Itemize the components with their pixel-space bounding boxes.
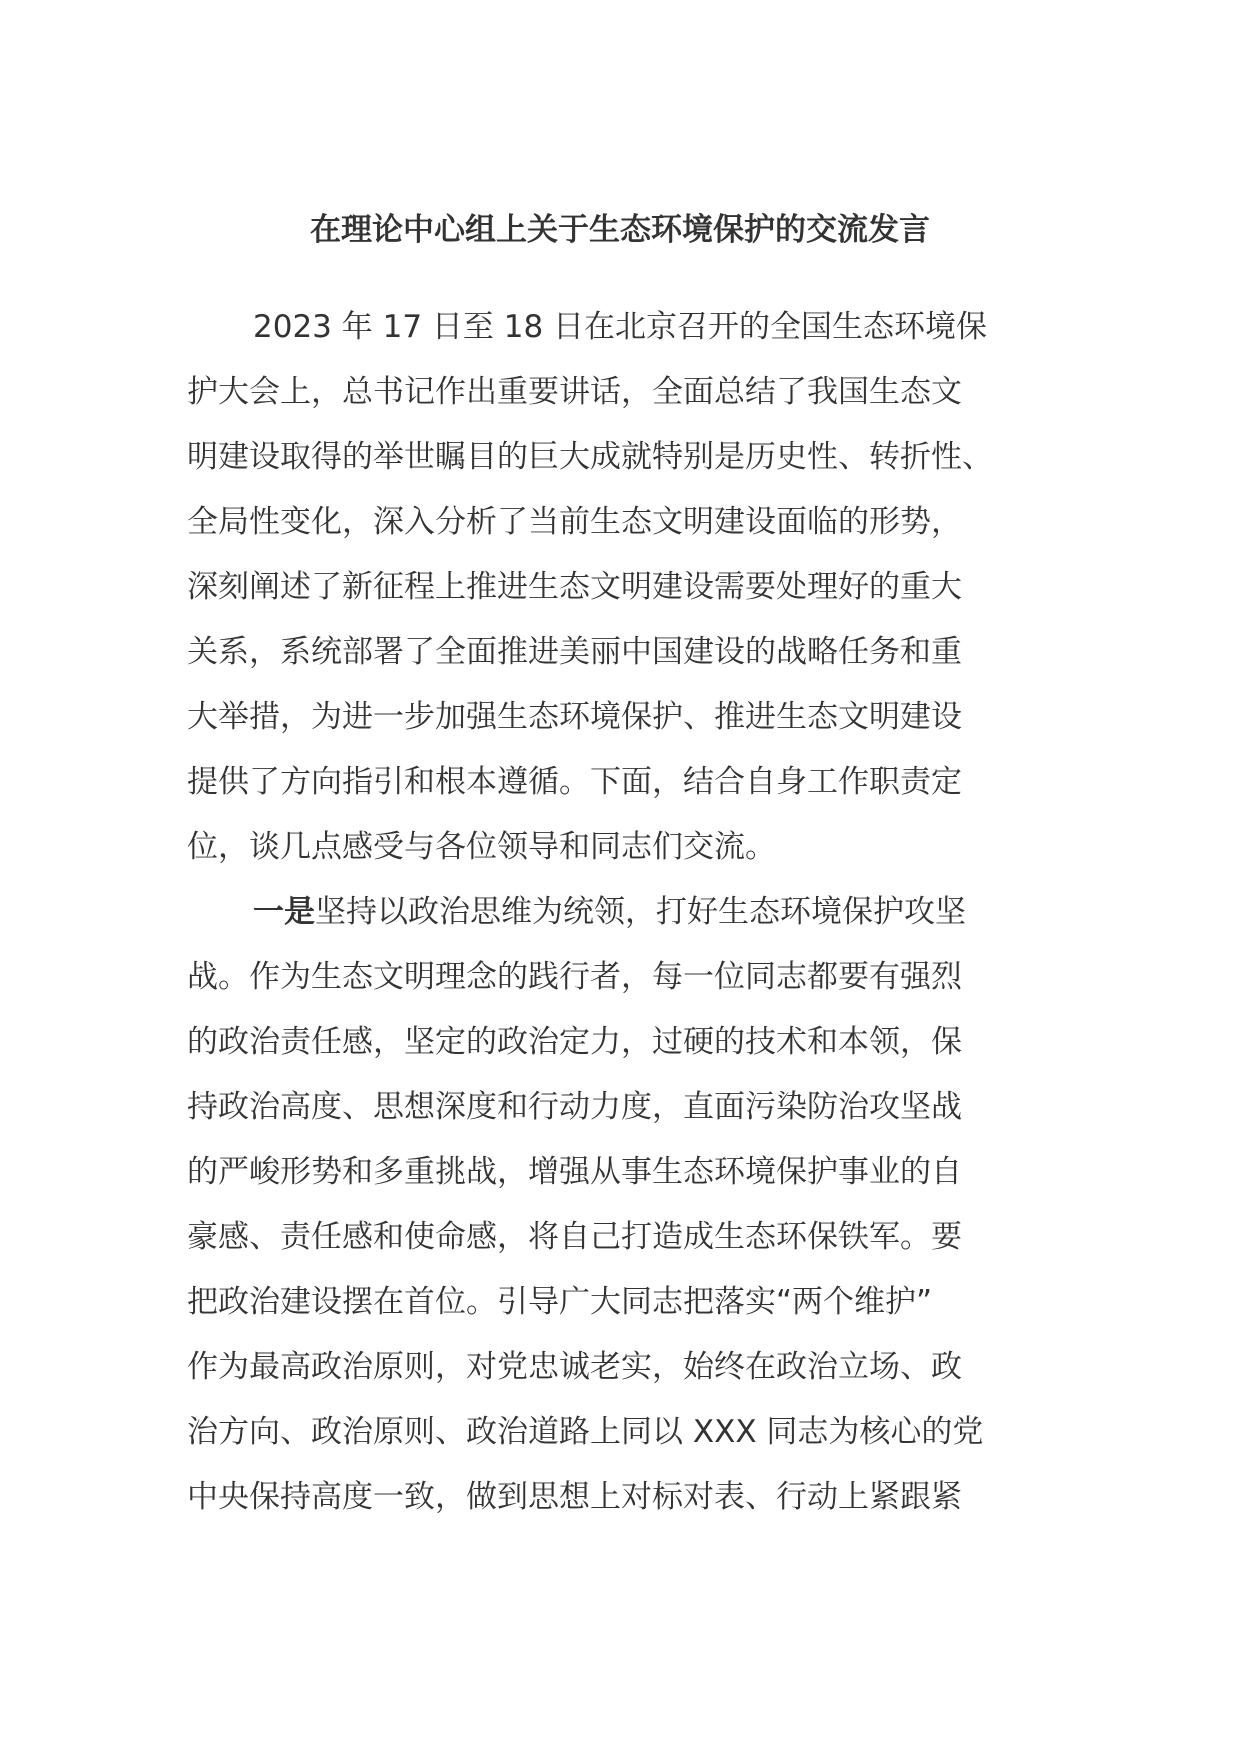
text-line: 大举措，为进一步加强生态环境保护、推进生态文明建设	[187, 699, 962, 735]
text-line: 全局性变化，深入分析了当前生态文明建设面临的形势，	[187, 504, 962, 540]
text-line: 提供了方向指引和根本遵循。下面，结合自身工作职责定	[187, 764, 962, 800]
text-line: 明建设取得的举世瞩目的巨大成就特别是历史性、转折性、	[187, 439, 993, 475]
text-line: 的政治责任感，坚定的政治定力，过硬的技术和本领，保	[187, 1024, 962, 1060]
text-line: 的严峻形势和多重挑战，增强从事生态环境保护事业的自	[187, 1154, 962, 1190]
text-line-rest: 坚持以政治思维为统领，打好生态环境保护攻坚	[315, 894, 966, 930]
text-line: 中央保持高度一致，做到思想上对标对表、行动上紧跟紧	[187, 1479, 962, 1515]
text-line: 豪感、责任感和使命感，将自己打造成生态环保铁军。要	[187, 1219, 962, 1255]
text-line: 持政治高度、思想深度和行动力度，直面污染防治攻坚战	[187, 1089, 962, 1125]
text-line-with-lead	[187, 880, 1041, 945]
paragraph-lead: 一是	[253, 894, 315, 930]
text-line: 深刻阐述了新征程上推进生态文明建设需要处理好的重大	[187, 569, 962, 605]
text-line: 战。作为生态文明理念的践行者，每一位同志都要有强烈	[187, 959, 962, 995]
text-line: 2023 年 17 日至 18 日在北京召开的全国生态环境保	[253, 309, 988, 345]
text-line: 把政治建设摆在首位。引导广大同志把落实“两个维护”	[187, 1284, 933, 1320]
paragraph-intro	[187, 295, 1041, 880]
text-line: 护大会上，总书记作出重要讲话，全面总结了我国生态文	[187, 374, 962, 410]
text-line: 作为最高政治原则，对党忠诚老实，始终在政治立场、政	[187, 1349, 962, 1385]
document-title: 在理论中心组上关于生态环境保护的交流发言	[310, 212, 930, 248]
text-line: 治方向、政治原则、政治道路上同以 XXX 同志为核心的党	[187, 1414, 984, 1450]
text-line: 位，谈几点感受与各位领导和同志们交流。	[187, 829, 776, 865]
document-body	[187, 295, 1041, 1530]
text-line: 关系，系统部署了全面推进美丽中国建设的战略任务和重	[187, 634, 962, 670]
paragraph-point-one	[187, 880, 1041, 1530]
